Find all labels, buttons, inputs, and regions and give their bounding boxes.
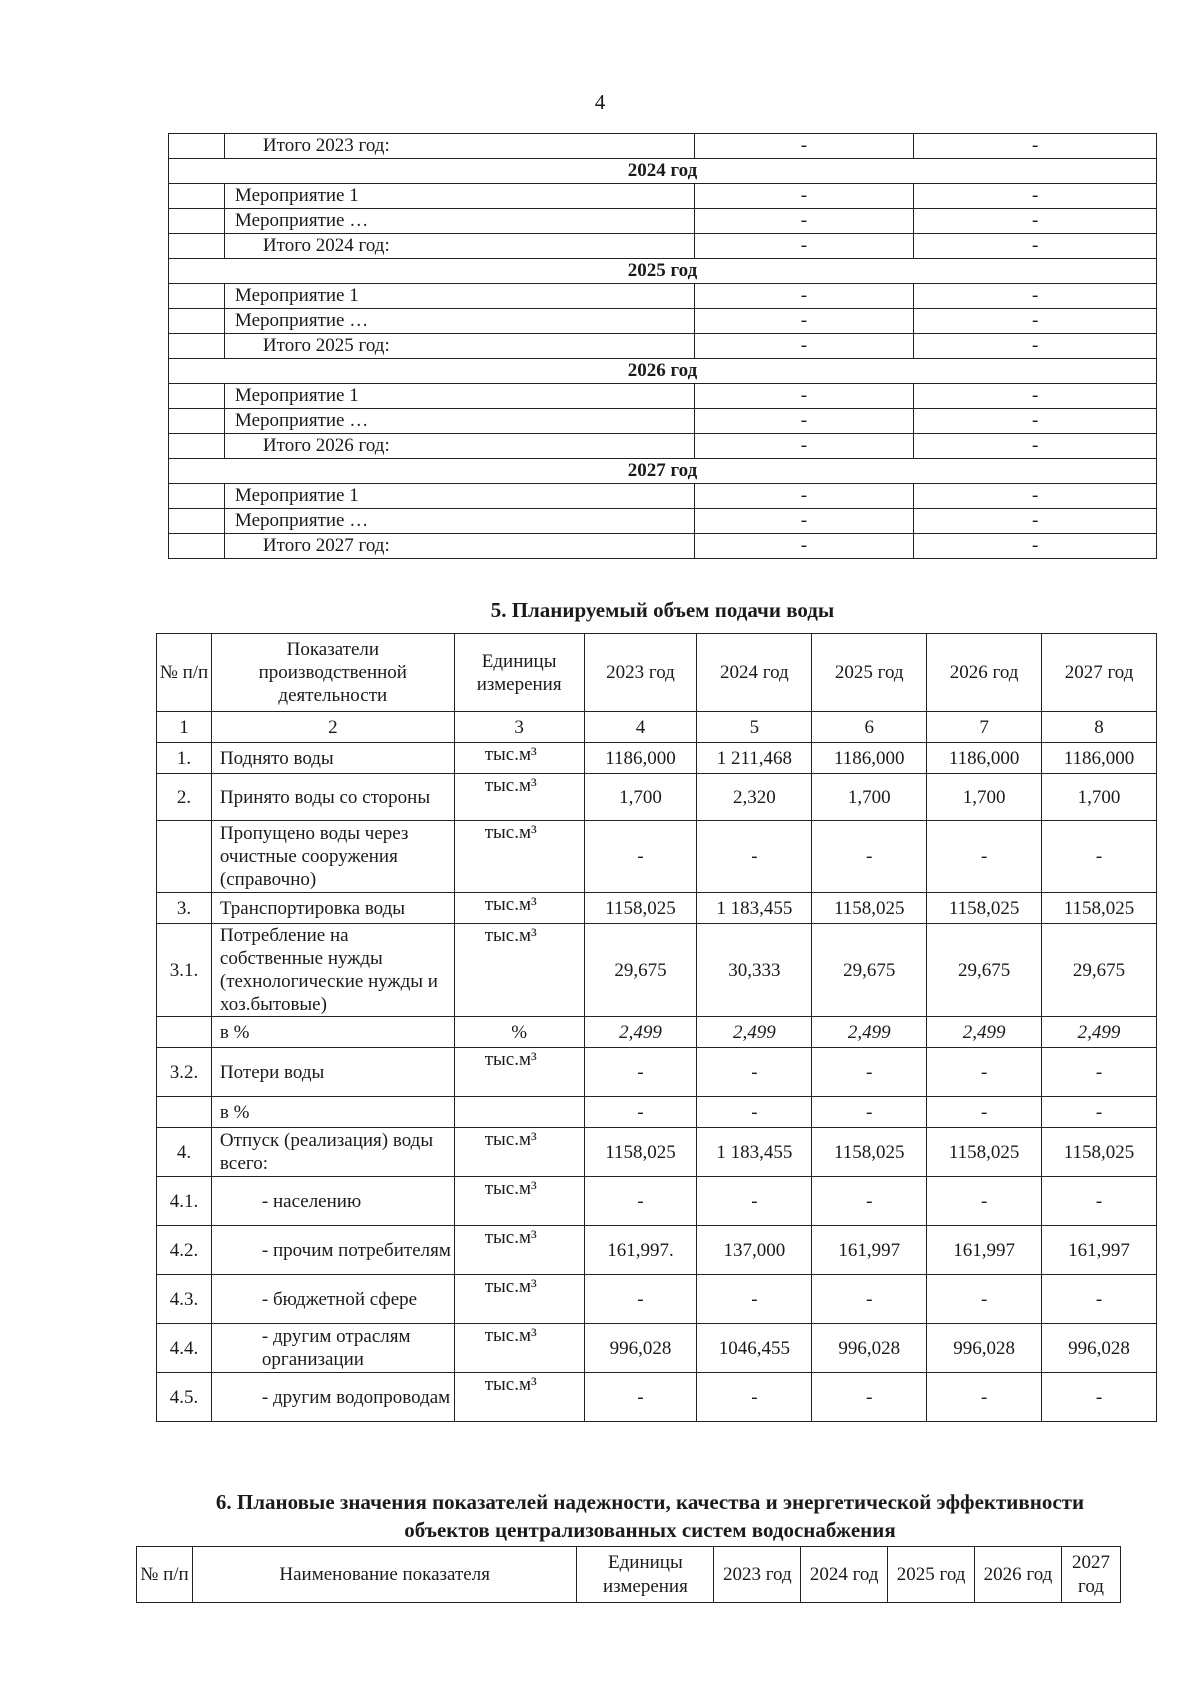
value-cell: 1158,025 <box>812 893 927 924</box>
unit-cell: тыс.м³ <box>454 924 584 1017</box>
event-value: - <box>914 509 1157 534</box>
indicator-name: Отпуск (реализация) воды всего: <box>211 1128 454 1177</box>
col-header: Наименование показателя <box>192 1547 577 1603</box>
event-name: Мероприятие 1 <box>224 384 694 409</box>
unit-cell <box>454 1097 584 1128</box>
col-header: Единицы измерения <box>454 634 584 712</box>
value-cell: - <box>697 821 812 893</box>
indicator-name: - другим водопроводам <box>211 1373 454 1422</box>
col-number: 3 <box>454 712 584 743</box>
value-cell: 161,997 <box>812 1226 927 1275</box>
value-cell: 30,333 <box>697 924 812 1017</box>
value-cell: 2,499 <box>697 1017 812 1048</box>
event-row <box>169 284 1157 309</box>
col-header: 2023 год <box>714 1547 801 1603</box>
row-number: 3.1. <box>157 924 212 1017</box>
event-row <box>169 384 1157 409</box>
page-number: 4 <box>594 90 606 114</box>
unit-cell: тыс.м³ <box>454 1128 584 1177</box>
row-number: 2. <box>157 774 212 821</box>
col-header: 2023 год <box>584 634 697 712</box>
event-value: - <box>914 534 1157 559</box>
event-value: - <box>914 334 1157 359</box>
event-name: Мероприятие … <box>224 409 694 434</box>
year-label: 2024 год <box>169 159 1157 184</box>
table-row <box>157 1017 1157 1048</box>
unit-cell: тыс.м³ <box>454 774 584 821</box>
event-value: - <box>694 484 914 509</box>
unit-cell: тыс.м³ <box>454 1373 584 1422</box>
indicator-name: - бюджетной сфере <box>211 1275 454 1324</box>
value-cell: - <box>584 1177 697 1226</box>
event-value: - <box>694 334 914 359</box>
event-value: - <box>694 434 914 459</box>
row-number: 4.4. <box>157 1324 212 1373</box>
value-cell: 1158,025 <box>1042 1128 1157 1177</box>
value-cell: 29,675 <box>812 924 927 1017</box>
unit-cell: тыс.м³ <box>454 743 584 774</box>
event-value: - <box>914 409 1157 434</box>
value-cell: 1,700 <box>927 774 1042 821</box>
table-row <box>157 893 1157 924</box>
unit-cell: тыс.м³ <box>454 893 584 924</box>
year-label: 2025 год <box>169 259 1157 284</box>
event-name: Итого 2026 год: <box>224 434 694 459</box>
event-name: Мероприятие … <box>224 209 694 234</box>
event-row <box>169 434 1157 459</box>
unit-cell: тыс.м³ <box>454 1275 584 1324</box>
value-cell: - <box>927 1275 1042 1324</box>
event-row <box>169 184 1157 209</box>
col-header: 2027 год <box>1042 634 1157 712</box>
year-label: 2026 год <box>169 359 1157 384</box>
table-row <box>157 1128 1157 1177</box>
event-name: Мероприятие 1 <box>224 484 694 509</box>
value-cell: - <box>927 1177 1042 1226</box>
indicator-name: - другим отраслям организации <box>211 1324 454 1373</box>
column-number-row <box>157 712 1157 743</box>
value-cell: - <box>584 821 697 893</box>
value-cell: - <box>927 1373 1042 1422</box>
value-cell: 1158,025 <box>812 1128 927 1177</box>
event-name: Мероприятие 1 <box>224 184 694 209</box>
event-row <box>169 409 1157 434</box>
col-number: 7 <box>927 712 1042 743</box>
quality-indicators-table <box>136 1546 1121 1603</box>
value-cell: - <box>812 1177 927 1226</box>
value-cell: - <box>1042 1373 1157 1422</box>
value-cell: 996,028 <box>812 1324 927 1373</box>
event-value: - <box>694 409 914 434</box>
event-name: Итого 2025 год: <box>224 334 694 359</box>
section5-title: 5. Планируемый объем подачи воды <box>490 598 835 622</box>
value-cell: 29,675 <box>1042 924 1157 1017</box>
value-cell: 2,499 <box>812 1017 927 1048</box>
table-row <box>157 1275 1157 1324</box>
unit-cell: тыс.м³ <box>454 1177 584 1226</box>
unit-cell: тыс.м³ <box>454 1324 584 1373</box>
table-row <box>157 1324 1157 1373</box>
value-cell: 1158,025 <box>1042 893 1157 924</box>
col-number: 2 <box>211 712 454 743</box>
row-number <box>157 821 212 893</box>
year-label: 2027 год <box>169 459 1157 484</box>
value-cell: - <box>1042 1177 1157 1226</box>
col-number: 6 <box>812 712 927 743</box>
row-number: 4.5. <box>157 1373 212 1422</box>
value-cell: - <box>697 1177 812 1226</box>
col-header: 2025 год <box>888 1547 975 1603</box>
unit-cell: тыс.м³ <box>454 1048 584 1097</box>
col-header: Единицы измерения <box>577 1547 714 1603</box>
value-cell: 996,028 <box>927 1324 1042 1373</box>
event-value: - <box>694 309 914 334</box>
event-value: - <box>694 184 914 209</box>
value-cell: 1 211,468 <box>697 743 812 774</box>
table-row <box>157 1097 1157 1128</box>
row-number: 4.2. <box>157 1226 212 1275</box>
value-cell: 1186,000 <box>812 743 927 774</box>
indicator-name: Транспортировка воды <box>211 893 454 924</box>
year-header-row <box>169 159 1157 184</box>
table-row <box>157 1226 1157 1275</box>
event-value: - <box>914 309 1157 334</box>
event-row <box>169 209 1157 234</box>
event-row <box>169 509 1157 534</box>
value-cell: - <box>812 1275 927 1324</box>
indicator-name: Принято воды со стороны <box>211 774 454 821</box>
row-number-cell <box>169 534 225 559</box>
unit-cell: тыс.м³ <box>454 1226 584 1275</box>
indicator-name: Потребление на собственные нужды (технологические нужды и хоз.бытовые) <box>211 924 454 1017</box>
value-cell: 29,675 <box>584 924 697 1017</box>
value-cell: 1186,000 <box>1042 743 1157 774</box>
header-row <box>157 634 1157 712</box>
col-number: 8 <box>1042 712 1157 743</box>
col-header: 2026 год <box>975 1547 1062 1603</box>
col-header: 2027 год <box>1061 1547 1120 1603</box>
value-cell: 1158,025 <box>584 1128 697 1177</box>
indicator-name: Поднято воды <box>211 743 454 774</box>
event-value: - <box>914 434 1157 459</box>
event-value: - <box>694 534 914 559</box>
unit-cell: тыс.м³ <box>454 821 584 893</box>
value-cell: - <box>812 1373 927 1422</box>
col-header: 2026 год <box>927 634 1042 712</box>
event-value: - <box>914 284 1157 309</box>
event-row <box>169 334 1157 359</box>
value-cell: 1,700 <box>1042 774 1157 821</box>
col-header: 2024 год <box>801 1547 888 1603</box>
value-cell: 1,700 <box>584 774 697 821</box>
value-cell: 1158,025 <box>584 893 697 924</box>
value-cell: 1 183,455 <box>697 893 812 924</box>
year-header-row <box>169 459 1157 484</box>
value-cell: - <box>697 1275 812 1324</box>
row-number-cell <box>169 334 225 359</box>
event-row <box>169 484 1157 509</box>
row-number: 1. <box>157 743 212 774</box>
value-cell: - <box>584 1275 697 1324</box>
value-cell: - <box>1042 1275 1157 1324</box>
table-row <box>157 774 1157 821</box>
value-cell: 137,000 <box>697 1226 812 1275</box>
row-number-cell <box>169 234 225 259</box>
event-row <box>169 309 1157 334</box>
value-cell: 2,499 <box>584 1017 697 1048</box>
value-cell: - <box>697 1373 812 1422</box>
value-cell: 161,997 <box>1042 1226 1157 1275</box>
event-value: - <box>914 184 1157 209</box>
value-cell: - <box>927 1097 1042 1128</box>
event-value: - <box>914 384 1157 409</box>
indicator-name: Пропущено воды через очистные сооружения (справочно) <box>211 821 454 893</box>
indicator-name: - населению <box>211 1177 454 1226</box>
event-row <box>169 134 1157 159</box>
event-row <box>169 534 1157 559</box>
value-cell: 2,499 <box>927 1017 1042 1048</box>
event-name: Мероприятие … <box>224 309 694 334</box>
value-cell: - <box>584 1048 697 1097</box>
table-row <box>157 821 1157 893</box>
value-cell: - <box>927 821 1042 893</box>
value-cell: - <box>1042 1097 1157 1128</box>
col-header: № п/п <box>157 634 212 712</box>
table-row <box>157 1048 1157 1097</box>
row-number: 4. <box>157 1128 212 1177</box>
value-cell: 1 183,455 <box>697 1128 812 1177</box>
value-cell: 2,320 <box>697 774 812 821</box>
row-number: 4.1. <box>157 1177 212 1226</box>
value-cell: - <box>1042 1048 1157 1097</box>
events-table <box>168 133 1157 559</box>
table-row <box>157 924 1157 1017</box>
header-row <box>137 1547 1121 1603</box>
row-number-cell <box>169 134 225 159</box>
value-cell: - <box>697 1097 812 1128</box>
col-number: 1 <box>157 712 212 743</box>
row-number <box>157 1097 212 1128</box>
row-number: 3.2. <box>157 1048 212 1097</box>
value-cell: 2,499 <box>1042 1017 1157 1048</box>
row-number-cell <box>169 409 225 434</box>
row-number: 3. <box>157 893 212 924</box>
indicator-name: Потери воды <box>211 1048 454 1097</box>
col-header: № п/п <box>137 1547 193 1603</box>
row-number-cell <box>169 509 225 534</box>
row-number-cell <box>169 284 225 309</box>
value-cell: - <box>1042 821 1157 893</box>
table-row <box>157 1373 1157 1422</box>
event-value: - <box>914 234 1157 259</box>
event-value: - <box>694 209 914 234</box>
table-row <box>157 1177 1157 1226</box>
event-name: Итого 2024 год: <box>224 234 694 259</box>
value-cell: 1158,025 <box>927 1128 1042 1177</box>
value-cell: 161,997. <box>584 1226 697 1275</box>
unit-cell: % <box>454 1017 584 1048</box>
value-cell: - <box>584 1373 697 1422</box>
event-row <box>169 234 1157 259</box>
value-cell: 1158,025 <box>927 893 1042 924</box>
value-cell: - <box>812 821 927 893</box>
event-name: Итого 2027 год: <box>224 534 694 559</box>
value-cell: 996,028 <box>1042 1324 1157 1373</box>
value-cell: - <box>584 1097 697 1128</box>
row-number-cell <box>169 184 225 209</box>
event-name: Мероприятие … <box>224 509 694 534</box>
year-header-row <box>169 259 1157 284</box>
value-cell: 996,028 <box>584 1324 697 1373</box>
col-header: 2025 год <box>812 634 927 712</box>
col-number: 5 <box>697 712 812 743</box>
event-value: - <box>694 384 914 409</box>
row-number-cell <box>169 309 225 334</box>
row-number <box>157 1017 212 1048</box>
table-row <box>157 743 1157 774</box>
event-value: - <box>694 234 914 259</box>
value-cell: - <box>812 1048 927 1097</box>
event-value: - <box>694 134 914 159</box>
row-number-cell <box>169 384 225 409</box>
row-number: 4.3. <box>157 1275 212 1324</box>
indicator-name: в % <box>211 1017 454 1048</box>
row-number-cell <box>169 434 225 459</box>
value-cell: - <box>812 1097 927 1128</box>
col-header: Показатели производственной деятельности <box>211 634 454 712</box>
indicator-name: в % <box>211 1097 454 1128</box>
water-supply-table <box>156 633 1157 1422</box>
event-value: - <box>694 284 914 309</box>
section6-title: 6. Плановые значения показателей надежности, качества и энергетической эффективности объектов централизованных систем водоснабжения <box>215 1490 1085 1542</box>
event-name: Итого 2023 год: <box>224 134 694 159</box>
value-cell: 1186,000 <box>584 743 697 774</box>
value-cell: 1,700 <box>812 774 927 821</box>
event-value: - <box>914 484 1157 509</box>
value-cell: 29,675 <box>927 924 1042 1017</box>
value-cell: 1186,000 <box>927 743 1042 774</box>
event-value: - <box>914 209 1157 234</box>
value-cell: - <box>697 1048 812 1097</box>
row-number-cell <box>169 209 225 234</box>
indicator-name: - прочим потребителям <box>211 1226 454 1275</box>
event-name: Мероприятие 1 <box>224 284 694 309</box>
col-number: 4 <box>584 712 697 743</box>
year-header-row <box>169 359 1157 384</box>
value-cell: 1046,455 <box>697 1324 812 1373</box>
event-value: - <box>914 134 1157 159</box>
value-cell: - <box>927 1048 1042 1097</box>
col-header: 2024 год <box>697 634 812 712</box>
row-number-cell <box>169 484 225 509</box>
value-cell: 161,997 <box>927 1226 1042 1275</box>
event-value: - <box>694 509 914 534</box>
